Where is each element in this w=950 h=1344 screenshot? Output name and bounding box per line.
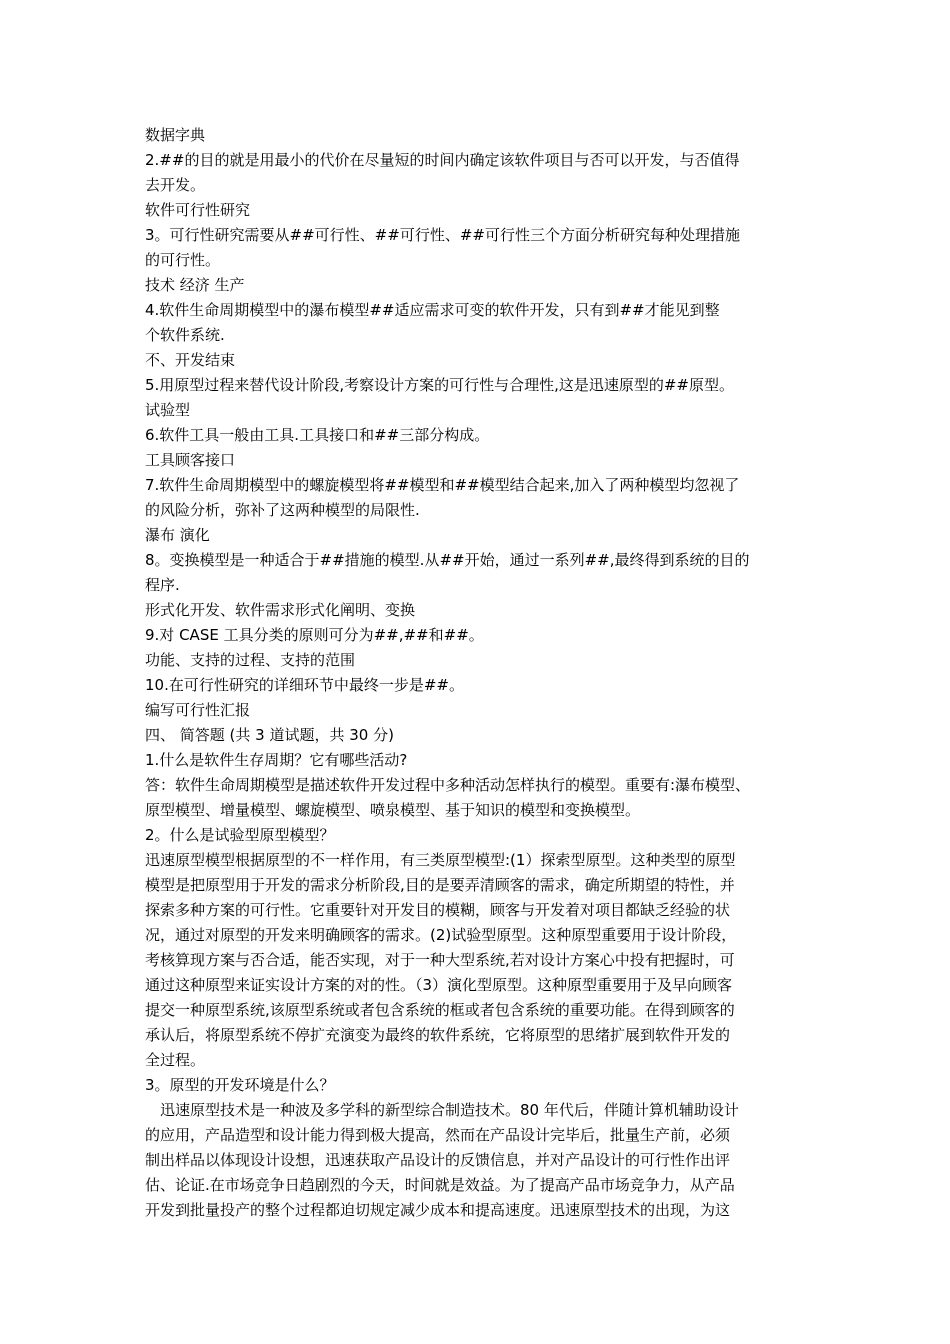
text-line: 提交一种原型系统,该原型系统或者包含系统的框或者包含系统的重要功能。在得到顾客的 xyxy=(145,1001,735,1019)
text-line: 8。变换模型是一种适合于##措施的模型.从##开始，通过一系列##,最终得到系统的目的 xyxy=(145,551,750,569)
text-line: 模型是把原型用于开发的需求分析阶段,目的是要弄清顾客的需求，确定所期望的特性，并 xyxy=(145,876,735,894)
text-line: 技术 经济 生产 xyxy=(145,276,245,294)
text-line: 的风险分析，弥补了这两种模型的局限性. xyxy=(145,501,420,519)
text-line: 4.软件生命周期模型中的瀑布模型##适应需求可变的软件开发，只有到##才能见到整 xyxy=(145,301,720,319)
text-line: 探索多种方案的可行性。它重要针对开发目的模糊，顾客与开发着对项目都缺乏经验的状 xyxy=(145,901,731,919)
text-line: 考核算现方案与否合适，能否实现，对于一种大型系统,若对设计方案心中投有把握时，可 xyxy=(145,951,735,969)
text-line: 全过程。 xyxy=(145,1051,206,1069)
text-line: 制出样品以体现设计设想，迅速获取产品设计的反馈信息，并对产品设计的可行性作出评 xyxy=(145,1151,731,1169)
text-line: 承认后，将原型系统不停扩充演变为最终的软件系统，它将原型的思绪扩展到软件开发的 xyxy=(145,1026,731,1044)
text-line: 况，通过对原型的开发来明确顾客的需求。(2)试验型原型。这种原型重要用于设计阶段， xyxy=(145,926,737,944)
text-line: 原型模型、增量模型、螺旋模型、喷泉模型、基于知识的模型和变换模型。 xyxy=(145,801,641,819)
text-line: 迅速原型模型根据原型的不一样作用，有三类原型模型:(1）探索型原型。这种类型的原型 xyxy=(145,851,736,869)
text-line: 2.##的目的就是用最小的代价在尽量短的时间内确定该软件项目与否可以开发，与否值得 xyxy=(145,151,740,169)
section-heading: 四、 简答题 (共 3 道试题，共 30 分) xyxy=(145,726,394,744)
text-line: 瀑布 演化 xyxy=(145,526,210,544)
text-line: 迅速原型技术是一种波及多学科的新型综合制造技术。80 年代后，伴随计算机辅助设计 xyxy=(160,1101,739,1119)
text-line: 去开发。 xyxy=(145,176,206,194)
text-line: 程序. xyxy=(145,576,180,594)
text-line: 7.软件生命周期模型中的螺旋模型将##模型和##模型结合起来,加入了两种模型均忽视了 xyxy=(145,476,740,494)
text-line: 6.软件工具一般由工具.工具接口和##三部分构成。 xyxy=(145,426,490,444)
text-line: 软件可行性研究 xyxy=(145,201,251,219)
text-line: 功能、支持的过程、支持的范围 xyxy=(145,651,356,669)
text-line: 1.什么是软件生存周期？它有哪些活动? xyxy=(145,751,408,769)
document-page xyxy=(145,123,825,1223)
text-line: 编写可行性汇报 xyxy=(145,701,251,719)
text-line: 工具顾客接口 xyxy=(145,451,236,469)
text-line: 5.用原型过程来替代设计阶段,考察设计方案的可行性与合理性,这是迅速原型的##原型。 xyxy=(145,376,734,394)
text-line: 个软件系统. xyxy=(145,326,225,344)
text-line: 通过这种原型来证实设计方案的对的性。（3）演化型原型。这种原型重要用于及早向顾客 xyxy=(145,976,733,994)
text-line: 答：软件生命周期模型是描述软件开发过程中多种活动怎样执行的模型。重要有:瀑布模型、 xyxy=(145,776,751,794)
text-line: 估、论证.在市场竞争日趋剧烈的今天，时间就是效益。为了提高产品市场竞争力，从产品 xyxy=(145,1176,735,1194)
text-line: 2。什么是试验型原型模型？ xyxy=(145,826,335,844)
text-line: 3。原型的开发环境是什么？ xyxy=(145,1076,335,1094)
text-line: 不、开发结束 xyxy=(145,351,236,369)
text-line: 的应用，产品造型和设计能力得到极大提高，然而在产品设计完毕后，批量生产前，必须 xyxy=(145,1126,731,1144)
text-line: 形式化开发、软件需求形式化阐明、变换 xyxy=(145,601,416,619)
text-line: 3。可行性研究需要从##可行性、##可行性、##可行性三个方面分析研究每种处理措施 xyxy=(145,226,740,244)
text-line: 开发到批量投产的整个过程都迫切规定减少成本和提高速度。迅速原型技术的出现，为这 xyxy=(145,1201,731,1219)
text-line: 10.在可行性研究的详细环节中最终一步是##。 xyxy=(145,676,464,694)
text-line: 试验型 xyxy=(145,401,191,419)
text-line: 9.对 CASE 工具分类的原则可分为##,##和##。 xyxy=(145,626,484,644)
text-line: 的可行性。 xyxy=(145,251,221,269)
text-line: 数据字典 xyxy=(145,126,206,144)
